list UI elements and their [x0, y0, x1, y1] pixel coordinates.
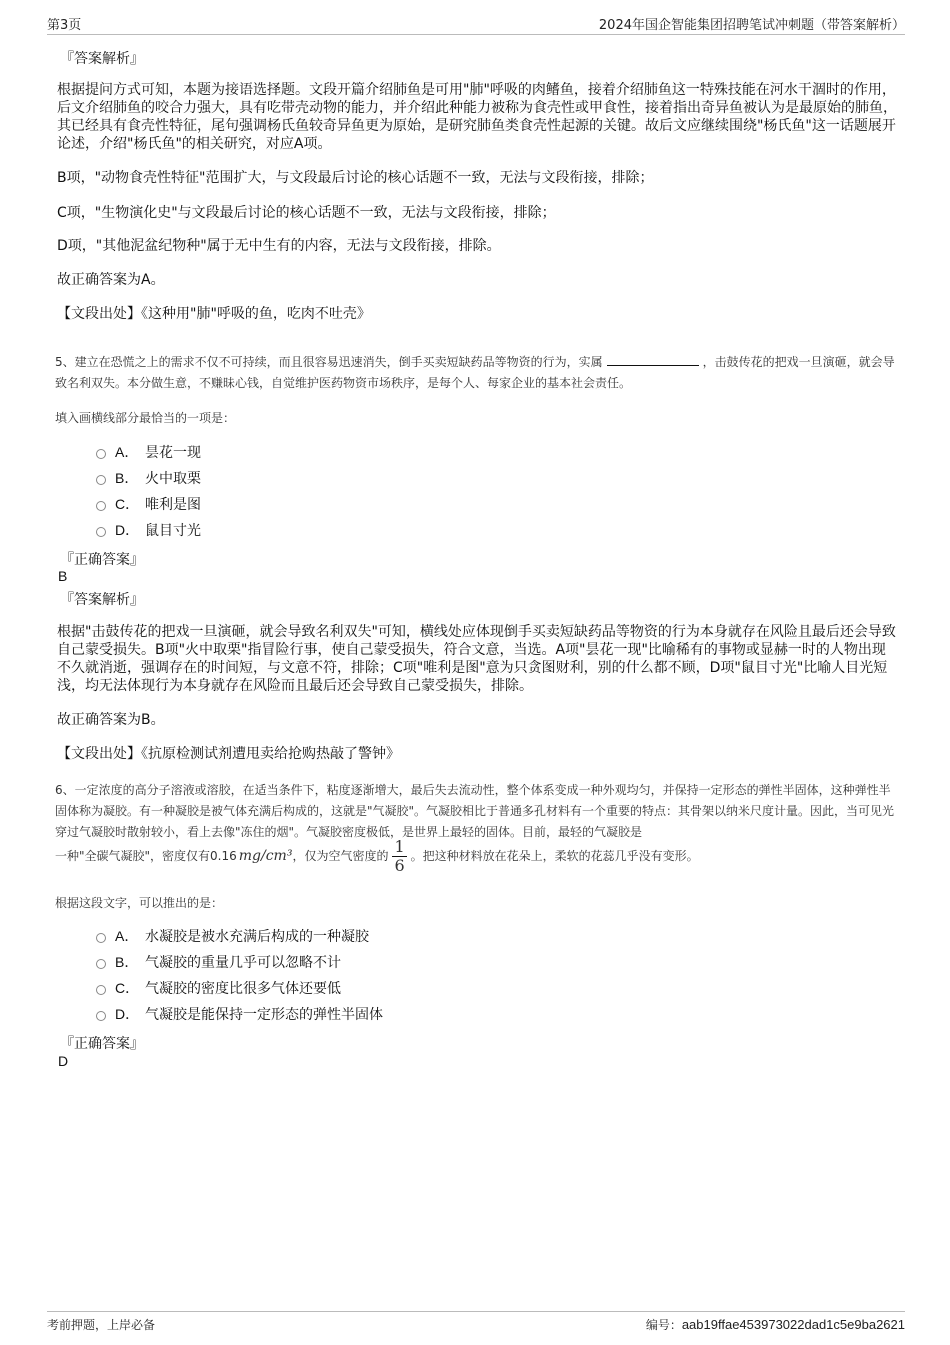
radio-icon[interactable]	[96, 527, 106, 537]
q5-answer-label: 『正确答案』	[60, 552, 144, 568]
radio-icon[interactable]	[96, 933, 106, 943]
q5-analysis: 根据"击鼓传花的把戏一旦演砸，就会导致名利双失"可知，横线处应体现倒手买卖短缺药品等物资的行为本身就存在风险且最后还会导致自己蒙受损失。B项"火中取栗"指冒险行事，使自己蒙受损失，符合文意，当选。A项"昙花一现"比喻稀有的事物或显赫一时的人物出现不久就消逝，强调存在的时间短，与文意不符，排除；C项"唯利是图"意为只贪图财利，别的什么都不顾，D项"鼠目寸光"比喻人目光短浅，均无法体现行为本身就存在风险而且最后还会导致自己蒙受损失，排除。	[57, 624, 896, 694]
q4-analysis-label: 『答案解析』	[60, 51, 144, 67]
q6-stem: 6、一定浓度的高分子溶液或溶胶，在适当条件下，粘度逐渐增大，最后失去流动性，整个体系变成一种外观均匀，并保持一定形态的弹性半固体，这种弹性半固体称为凝胶。有一种凝胶是被气体充满后构成的，这就是"气凝胶"。气凝胶相比于普通多孔材料有一个重要的特点：其骨架以纳米尺度计量。因此，当可见光穿过气凝胶时散射较小，看上去像"冻住的烟"。气凝胶密度极低，是世界上最轻的固体。目前，最轻的气凝胶是	[55, 783, 895, 839]
q4-conclusion: 故正确答案为A。	[57, 272, 165, 288]
q4-analysis-p1: 根据提问方式可知，本题为接语选择题。文段开篇介绍肺鱼是可用"肺"呼吸的肉鳍鱼，接着介绍肺鱼这一特殊技能在河水干涸时的作用，后文介绍肺鱼的咬合力强大，具有吃带壳动物的能力，并介绍此种能力被称为食壳性或甲食性，接着指出奇异鱼被认为是最原始的肺鱼，其已经具有食壳性特征，尾句强调杨氏鱼较奇异鱼更为原始，是研究肺鱼类食壳性起源的关键。故后文应继续围绕"杨氏鱼"这一话题展开论述，介绍"杨氏鱼"的相关研究，对应A项。	[57, 82, 897, 152]
radio-icon[interactable]	[96, 1011, 106, 1021]
radio-icon[interactable]	[96, 449, 106, 459]
q6-prompt: 根据这段文字，可以推出的是：	[55, 896, 224, 910]
q5-answer: B	[58, 568, 68, 584]
page-number: 第3页	[47, 18, 82, 33]
q5-option-d[interactable]: D． 鼠目寸光	[96, 520, 201, 540]
radio-icon[interactable]	[96, 501, 106, 511]
q6-option-d[interactable]: D． 气凝胶是能保持一定形态的弹性半固体	[96, 1004, 383, 1024]
q4-analysis-p3: C项，"生物演化史"与文段最后讨论的核心话题不一致，无法与文段衔接，排除；	[57, 205, 556, 221]
footer-slogan: 考前押题，上岸必备	[47, 1318, 156, 1332]
fill-blank	[607, 353, 699, 366]
q5-analysis-label: 『答案解析』	[60, 592, 144, 608]
q6-option-c[interactable]: C． 气凝胶的密度比很多气体还要低	[96, 978, 341, 998]
q5-option-b[interactable]: B． 火中取栗	[96, 468, 201, 488]
q6-stem-formula-line: 一种"全碳气凝胶"，密度仅有0.16 mg/cm³，仅为空气密度的 $\frac{1}{6}$ 。把这种材料放在花朵上，柔软的花蕊几乎没有变形。	[55, 837, 699, 875]
q6-option-b[interactable]: B． 气凝胶的重量几乎可以忽略不计	[96, 952, 341, 972]
q5-option-c[interactable]: C． 唯利是图	[96, 494, 201, 514]
q6-option-a[interactable]: A． 水凝胶是被水充满后构成的一种凝胶	[96, 926, 369, 946]
q4-analysis-p4: D项，"其他泥盆纪物种"属于无中生有的内容，无法与文段衔接，排除。	[57, 238, 501, 254]
q5-conclusion: 故正确答案为B。	[57, 712, 165, 728]
q5-source: 【文段出处】《抗原检测试剂遭甩卖给抢购热敲了警钟》	[57, 746, 400, 762]
q4-source: 【文段出处】《这种用"肺"呼吸的鱼，吃肉不吐壳》	[57, 306, 371, 322]
q5-option-a[interactable]: A． 昙花一现	[96, 442, 201, 462]
fraction: $\frac{1}{6}$	[394, 837, 405, 875]
q6-answer: D	[58, 1053, 69, 1069]
q6-answer-label: 『正确答案』	[60, 1036, 144, 1052]
radio-icon[interactable]	[96, 959, 106, 969]
page-footer	[47, 1311, 905, 1332]
page-header	[47, 14, 905, 35]
radio-icon[interactable]	[96, 475, 106, 485]
radio-icon[interactable]	[96, 985, 106, 995]
document-code: 编号：aab19ffae453973022dad1c5e9ba2621	[645, 1317, 905, 1332]
q4-analysis-p2: B项，"动物食壳性特征"范围扩大，与文段最后讨论的核心话题不一致，无法与文段衔接，排除；	[57, 170, 654, 186]
q5-stem: 5、建立在恐慌之上的需求不仅不可持续，而且很容易迅速消失，倒手买卖短缺药品等物资的行为，实属 ，击鼓传花的把戏一旦演砸，就会导致名利双失。本分做生意，不赚昧心钱，自觉维护医药物资市场秩序，是每个人、每家企业的基本社会责任。	[55, 355, 895, 390]
document-title: 2024年国企智能集团招聘笔试冲刺题（带答案解析）	[598, 18, 905, 33]
q5-prompt: 填入画横线部分最恰当的一项是：	[55, 411, 236, 425]
density-unit: mg/cm³	[238, 848, 293, 864]
